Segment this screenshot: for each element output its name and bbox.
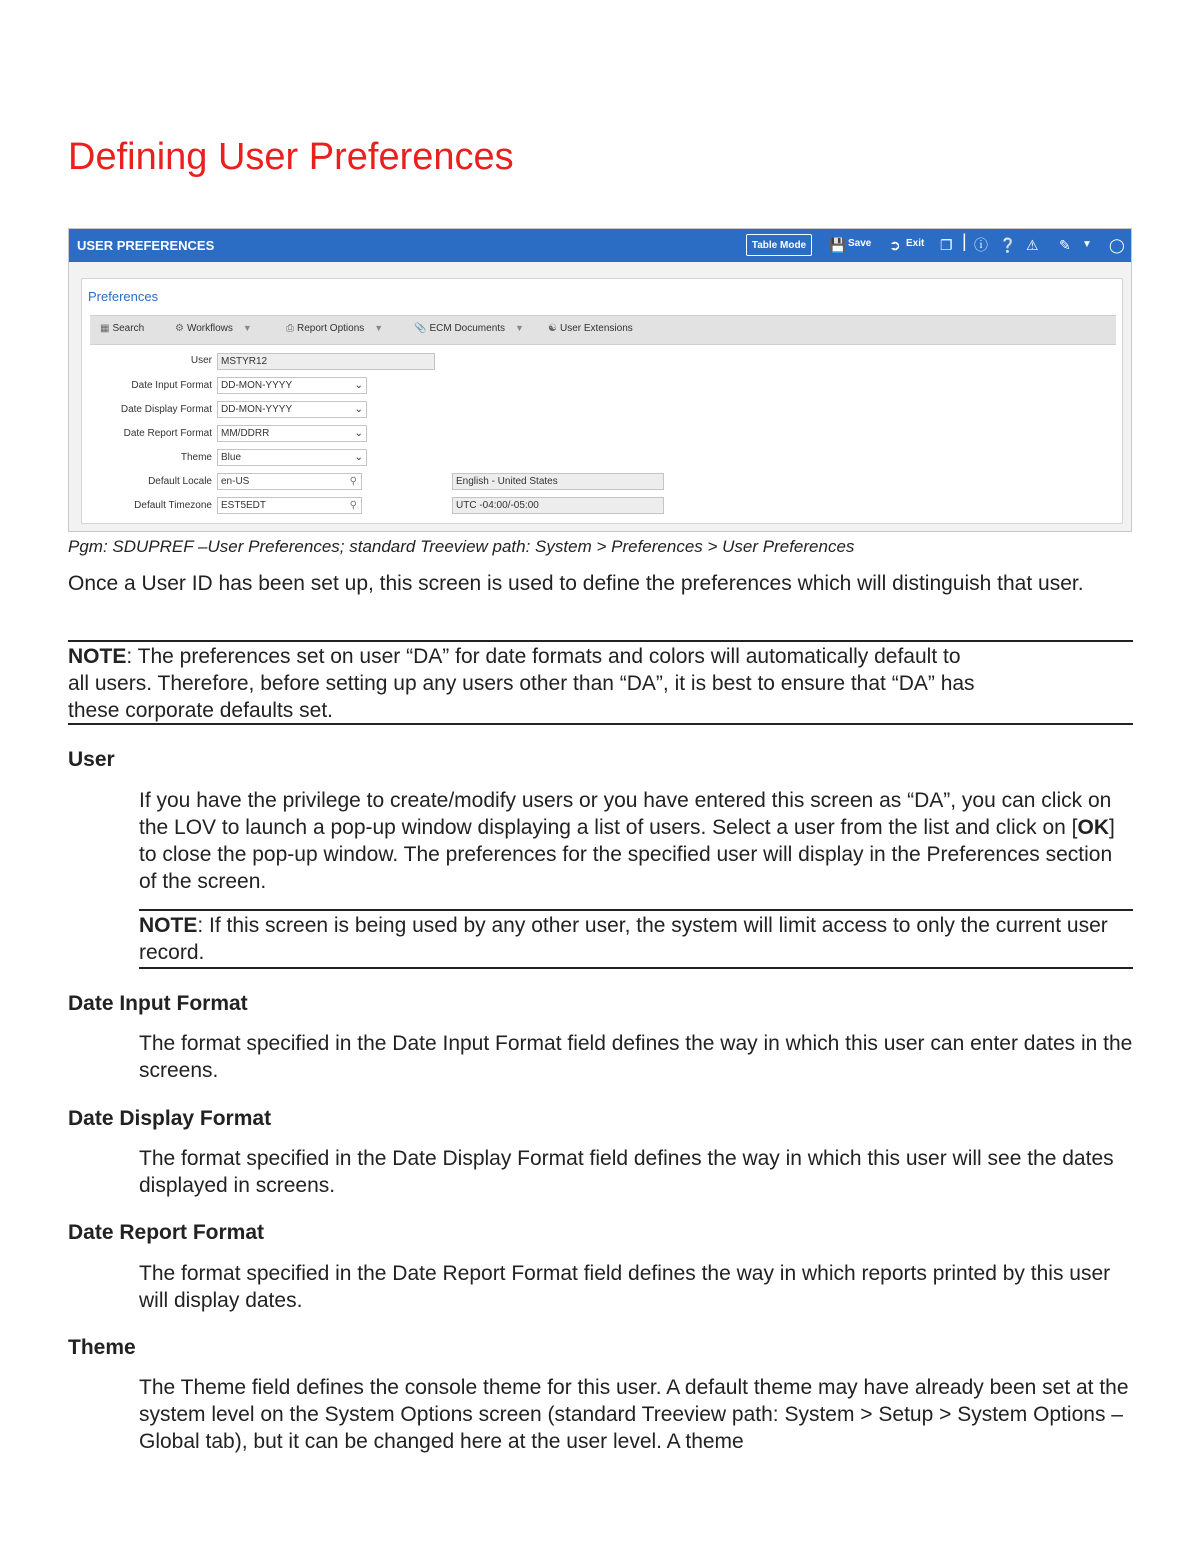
date-input-heading: Date Input Format — [68, 992, 248, 1015]
divider: | — [962, 231, 967, 251]
ecm-documents-action[interactable]: 📎 ECM Documents ▼ — [414, 323, 524, 334]
attachment-icon: 📎 — [414, 323, 427, 334]
chevron-down-icon: ▼ — [374, 323, 384, 333]
search-icon[interactable]: ⚲ — [349, 476, 357, 487]
user-note-rule-bottom — [139, 967, 1133, 969]
default-timezone-label: Default Timezone — [134, 500, 212, 511]
chevron-down-icon[interactable]: ▼ — [1082, 239, 1092, 250]
action-bar — [90, 315, 1116, 345]
date-display-format-label: Date Display Format — [120, 404, 212, 415]
note-label: NOTE — [68, 645, 127, 668]
date-report-format-select[interactable]: MM/DDRR ⌄ — [217, 425, 367, 442]
user-extensions-action[interactable]: ☯ User Extensions — [548, 323, 633, 334]
printer-icon: ⎙ — [286, 323, 294, 334]
screen-header-bar — [69, 229, 1131, 262]
search-action[interactable]: ▦ Search — [100, 323, 145, 334]
preferences-panel — [81, 278, 1123, 524]
user-label: User — [190, 355, 212, 366]
chevron-down-icon: ▼ — [515, 323, 524, 333]
info-icon[interactable]: ⓘ — [974, 237, 988, 253]
chevron-down-icon: ⌄ — [354, 452, 363, 463]
chevron-down-icon: ⌄ — [354, 404, 363, 415]
screenshot-caption: Pgm: SDUPREF –User Preferences; standard Treeview path: System > Preferences > User Preferences — [68, 537, 855, 556]
date-input-format-label: Date Input Format — [131, 380, 212, 391]
save-button[interactable]: Save — [848, 238, 872, 249]
locale-description: English - United States — [452, 473, 664, 490]
note-block: NOTE: The preferences set on user “DA” for date formats and colors will automatically default to all users. Therefore, before setting up any users other than “DA”, it is best to ensure that “DA” has these corporate defaults set. — [68, 645, 975, 722]
user-heading: User — [68, 748, 115, 771]
screen-header-title: USER PREFERENCES — [77, 238, 215, 253]
default-timezone-input[interactable]: EST5EDT ⚲ — [217, 497, 362, 514]
workflows-action[interactable]: ⚙ Workflows ▼ — [175, 323, 252, 334]
search-icon: ▦ — [100, 323, 110, 334]
date-report-heading: Date Report Format — [68, 1221, 265, 1244]
theme-heading: Theme — [68, 1336, 136, 1359]
chevron-down-icon: ⌄ — [354, 428, 363, 439]
user-preferences-screenshot — [68, 228, 1132, 532]
refresh-icon[interactable]: ◯ — [1109, 237, 1125, 253]
default-locale-label: Default Locale — [148, 476, 212, 487]
chevron-down-icon: ⌄ — [354, 380, 363, 391]
date-input-paragraph: The format specified in the Date Input Format field defines the way in which this user can enter dates in the screens. — [139, 1032, 1133, 1082]
user-note-rule-top — [139, 909, 1133, 911]
note-rule-top — [68, 640, 1133, 642]
page-title: Defining User Preferences — [68, 136, 514, 178]
date-report-paragraph: The format specified in the Date Report Format field defines the way in which reports printed by this user will display dates. — [139, 1262, 1111, 1312]
theme-label: Theme — [180, 452, 212, 463]
date-input-format-select[interactable]: DD-MON-YYYY ⌄ — [217, 377, 367, 394]
date-display-format-select[interactable]: DD-MON-YYYY ⌄ — [217, 401, 367, 418]
panel-title: Preferences — [88, 289, 159, 304]
date-display-heading: Date Display Format — [68, 1107, 272, 1130]
chevron-down-icon: ▼ — [242, 323, 252, 333]
report-options-action[interactable]: ⎙ Report Options ▼ — [286, 323, 384, 334]
theme-paragraph: The Theme field defines the console theme for this user. A default theme may have already been set at the system level on the System Options screen (standard Treeview path: System > Setup > System Options – Global tab), but it can be changed here at the user level. A theme — [139, 1376, 1129, 1453]
date-display-paragraph: The format specified in the Date Display Format field defines the way in which this user will see the dates displayed in screens. — [139, 1147, 1114, 1197]
user-field[interactable]: MSTYR12 — [217, 353, 435, 370]
help-icon[interactable]: ❔ — [999, 237, 1017, 253]
exit-button[interactable]: Exit — [906, 238, 925, 249]
edit-icon[interactable]: ✎ — [1059, 237, 1071, 253]
user-note-label: NOTE — [139, 914, 198, 937]
exit-icon[interactable]: ➲ — [889, 237, 901, 253]
warning-icon[interactable]: ⚠ — [1026, 237, 1039, 253]
copy-icon[interactable]: ❐ — [940, 237, 953, 253]
save-icon[interactable]: 💾 — [829, 237, 847, 253]
user-paragraph: If you have the privilege to create/modify users or you have entered this screen as “DA”, you can click on the LOV to launch a pop-up window displaying a list of users. Select a user from the list and click on [OK] to close the pop-up window. The preferences for the specified user will display in the Preferences section of the screen. — [139, 789, 1115, 893]
search-icon[interactable]: ⚲ — [349, 500, 357, 511]
default-locale-input[interactable]: en-US ⚲ — [217, 473, 362, 490]
theme-select[interactable]: Blue ⌄ — [217, 449, 367, 466]
intro-paragraph: Once a User ID has been set up, this screen is used to define the preferences which will distinguish that user. — [68, 572, 1084, 595]
user-note: NOTE: If this screen is being used by any other user, the system will limit access to only the current user record. — [139, 914, 1108, 964]
table-mode-button[interactable]: Table Mode — [746, 234, 812, 256]
note-rule-bottom — [68, 723, 1133, 725]
timezone-description: UTC -04:00/-05:00 — [452, 497, 664, 514]
hierarchy-icon: ☯ — [548, 323, 557, 334]
workflows-icon: ⚙ — [175, 323, 184, 334]
date-report-format-label: Date Report Format — [123, 428, 212, 439]
ok-label: OK — [1077, 816, 1109, 839]
